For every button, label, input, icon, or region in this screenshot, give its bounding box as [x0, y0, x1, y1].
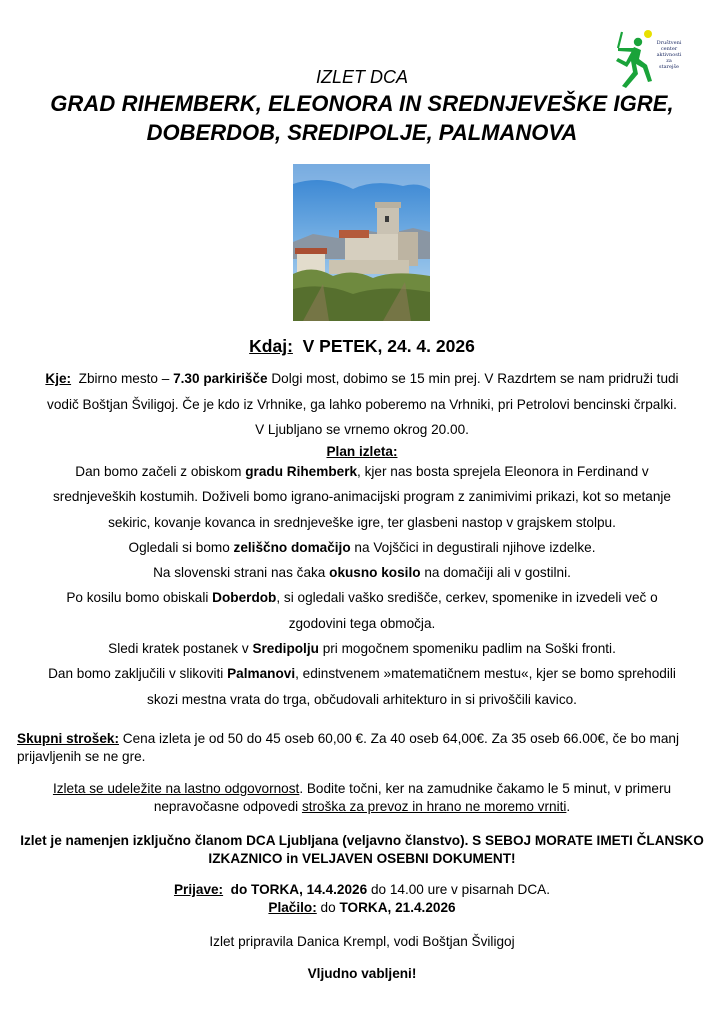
members-only-notice: Izlet je namenjen izključno članom DCA Ljubljana (veljavno članstvo). S SEBOJ MORATE IMETI ČLANSKO IZKAZNICO in VELJAVEN OSEBNI DOKUMENT! [20, 833, 704, 866]
plan-text: Dan bomo zaključili v slikoviti [48, 666, 224, 682]
plan-highlight: Doberdob [212, 590, 277, 606]
trip-label: IZLET DCA [315, 67, 408, 87]
logo-text [654, 40, 684, 70]
signup-date: do TORKA, 14.4.2026 [230, 882, 368, 897]
plan-line: zgodovini tega območja. [288, 615, 436, 631]
plan-text: , si ogledali vaško središče, cerkev, spomenike in izvedeli več o [276, 590, 658, 606]
plan-line: sekiric, kovanje kovanca in srednjeveške igre, ter glasbeni nastop v grajskem stolpu. [108, 514, 616, 530]
meeting-line2: vodič Boštjan Šviligoj. Če je kdo iz Vrhnike, ga lahko poberemo na Vrhniki, pri Petrolovi bencinski črpalki. [47, 396, 677, 412]
plan-text: na Vojščici in degustirali njihove izdelke. [354, 539, 596, 555]
responsibility-note [20, 780, 704, 816]
trip-organizer: Izlet pripravila Danica Krempl, vodi Boštjan Šviligoj [209, 934, 515, 949]
plan-text: na domačiji ali v gostilni. [424, 565, 571, 581]
page-title-line2: DOBERDOB, SREDIPOLJE, PALMANOVA [146, 120, 578, 145]
plan-highlight: okusno kosilo [329, 565, 421, 581]
responsibility-underlined: Izleta se udeležite na lastno odgovornost [52, 781, 300, 796]
plan-highlight: gradu Rihemberk [245, 464, 358, 479]
where-text: Dolgi most, dobimo se 15 min prej. V Razdrtem se nam pridruži tudi [271, 371, 679, 386]
when-label: Kdaj: [249, 336, 293, 356]
responsibility-text: . Bodite točni, ker na zamudnike čakamo le 5 minut, v primeru nepravočasne odpovedi [153, 781, 672, 814]
plan-text: Sledi kratek postanek v [108, 641, 249, 657]
meeting-point [20, 366, 704, 443]
plan-text: Po kosilu bomo obiskali [66, 590, 209, 606]
plan-line [0, 459, 724, 484]
plan-heading: Plan izleta: [326, 444, 398, 459]
logo-text-line: za [666, 58, 672, 64]
castle-photo [293, 164, 430, 321]
responsibility-text: . [566, 799, 571, 814]
plan-text: , edinstvenem »matematičnem mestu«, kjer se bomo sprehodili [295, 666, 676, 682]
plan-text: , kjer nas bosta sprejela Eleonora in Ferdinand v [357, 464, 649, 479]
when-value: V PETEK, 24. 4. 2026 [302, 336, 475, 356]
logo-text-line: starejše [659, 64, 679, 70]
cost-label: Skupni strošek: [17, 731, 119, 746]
plan-text: pri mogočnem spomeniku padlim na Soški fronti. [322, 641, 616, 657]
plan-line [0, 560, 724, 585]
plan-line [0, 585, 724, 610]
signup-line [0, 881, 724, 899]
where-label: Kje: [45, 371, 72, 386]
trip-date [0, 336, 724, 357]
plan-line [0, 636, 724, 661]
plan-text: Dan bomo začeli z obiskom [75, 464, 242, 479]
signup-info [0, 881, 724, 917]
plan-highlight: zeliščno domačijo [233, 539, 351, 555]
where-text: Zbirno mesto – [78, 371, 170, 386]
plan-highlight: Palmanovi [227, 666, 296, 682]
logo-text-line: aktivnosti [656, 52, 682, 58]
cost-text: Cena izleta je od 50 do 45 oseb 60,00 €. Za 40 oseb 64,00€. Za 35 oseb 66.00€, če bo manj prijavljenih se ne gre. [17, 731, 680, 764]
payment-line [0, 899, 724, 917]
payment-text: do [320, 900, 336, 915]
plan-text: Na slovenski strani nas čaka [153, 565, 326, 581]
where-bold: 7.30 parkirišče [173, 371, 268, 386]
total-cost [17, 730, 707, 766]
plan-line [0, 535, 724, 560]
plan-text: Ogledali si bomo [128, 539, 230, 555]
plan-highlight: Sredipolju [252, 641, 319, 657]
payment-label: Plačilo: [268, 900, 317, 915]
plan-line: skozi mestna vrata do trga, občudovali arhitekturo in si privoščili kavico. [147, 691, 577, 707]
signup-label: Prijave: [173, 882, 224, 897]
plan-line [0, 661, 724, 686]
plan-line: srednjeveških kostumih. Doživeli bomo igrano-animacijski program z zanimivimi prikazi, kot so metanje [53, 489, 671, 505]
meeting-line3: V Ljubljano se vrnemo okrog 20.00. [255, 422, 469, 437]
refund-note: stroška za prevoz in hrano ne moremo vrniti [301, 799, 567, 814]
closing-line: Vljudno vabljeni! [307, 966, 417, 981]
meeting-line1 [20, 366, 704, 392]
trip-plan [0, 444, 724, 712]
page-title-line1: GRAD RIHEMBERK, ELEONORA IN SREDNJEVEŠKE IGRE, [50, 91, 674, 116]
logo-text-line: center [660, 46, 678, 52]
signup-text: do 14.00 ure v pisarnah DCA. [370, 882, 551, 897]
payment-date: TORKA, 21.4.2026 [339, 900, 456, 915]
logo-text-line: Društveni [656, 40, 682, 46]
